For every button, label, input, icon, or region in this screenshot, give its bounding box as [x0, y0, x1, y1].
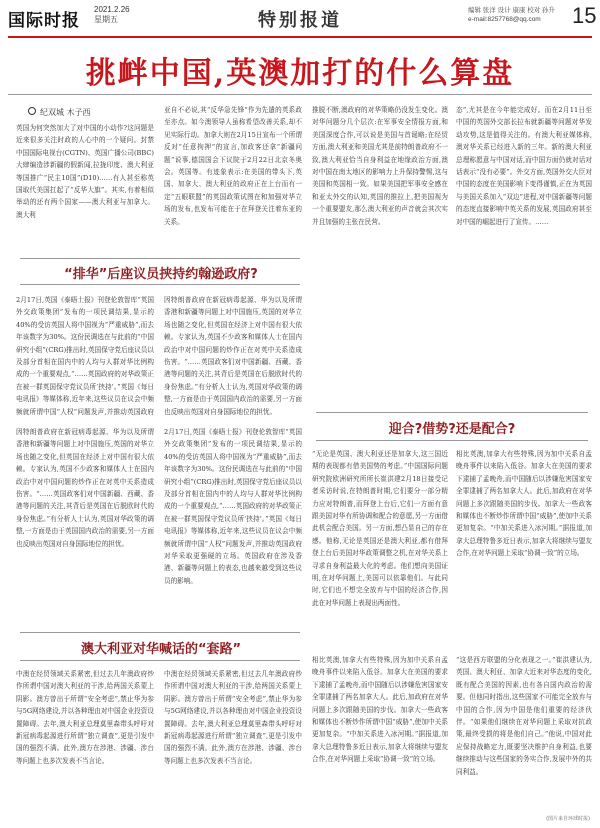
column-3-bottom: 相比英澳,加拿大有些特殊,因为加中关系自孟晚舟事件以来陷入低谷。加拿大在美国的要求下逮捕了孟晚舟,而中国随后以涉嫌危害国家安全罪逮捕了两名加拿大人。此后,加政府在对华问题上多次跟随美国的步伐。加拿大一些政客和媒体也不断炒作所谓中国“威胁”,使加中关系更加复杂。“中加关系进入冰河期。”据报道,加拿大总理特鲁多近日表示,加拿大将继续与盟友合作,在对华问题上采取“协调一致”的立场。	[312, 656, 448, 764]
column-2-top: 亚自不必说,其“反华急先锋”作为先遣的英系政至亦点。如今澳领导人虽称希望改善关系,却不见实际行动。加拿大则在2月15日宣布一个所谓反对“任意拘押”的宣言,加政客还拿“新疆问题”说事,德国国会下议院于2月22日北京冬奥会。英国等。有迹象表示:在美国的带头下,英国、加拿大、澳大利亚的政府正在上台而有一定“五眼联盟”的英国政策试图在和加强对华立场的发布,也发布可能在于在拜登关注着东亚的关系。	[164, 106, 302, 226]
subhead-1-rule-bottom	[20, 284, 300, 285]
column-4-top: 态”,尤其是在今年能完成好。而在2月11日至中国的英国外交部长拉布就新疆等问题对华发动攻势,这是值得关注的。有澳大利亚媒体称,澳对华关系已经进入新的三年。新的澳大利亚总理称愿意与中国对话,而中国方面仍就对话对话表示“没有必要”。外交方面,英国外交大臣对中国的态度在美国影响下变得谨慎,正在为英国与美国关系加入“双边”进程,对中国新疆等问题的态度直接影响中英关系的发展,英国政府甚至对中国的崛起进行了宣传。……	[456, 106, 592, 226]
column-3-mid: “无论是英国、澳大利亚还是加拿大,这三国近期的表现都有借美国势的考虑。”中国国际问题研究院欧洲研究所所长崔洪建2月18日接受记者采访时说,在特朗普时期,它们要分一部分精力应对特朗普,而拜登上台后,它们一方面有意跟美国对华有所协调和配合的意愿,另一方面借此机会配合美国。另一方面,想凸显自己的存在感。他称,无论是英国还是澳大利亚,都有借拜登上台后美国对华政策调整之机,在对华关系上寻求自身利益最大化的考虑。他们想向美国证明,在对华问题上,美国可以依靠他们。与此同时,它们也不想完全放弃与中国的经济合作,因此在对华问题上表现出两面性。	[312, 450, 448, 607]
subheading-1: “排华”后座议员挟持约翰逊政府?	[64, 267, 258, 282]
editor-email: e-mail:8257768@qq.com	[468, 16, 541, 23]
column-1-bottom: 中澳在经贸领域关系紧密,但过去几年澳政府炒作所谓中国对澳大利亚的干涉,给两国关系蒙上阴影。澳方曾出于所谓“安全考虑”,禁止华为参与5G网络建设,并以各种理由对中国企业投资设置障碍。去年,澳大利亚总理莫里森带头呼吁对新冠病毒起源进行所谓“独立调查”,更是引发中国的强烈不满。此外,澳方在涉港、涉疆、涉台等问题上也多次发表不当言论。	[16, 670, 154, 765]
column-4-bottom: “这是西方联盟的分化表现之一。”崔洪建认为,英国、澳大利亚、加拿大近来对华态度的变化,既有配合美国的因素,也有各自国内政治的需要。但他同时指出,这些国家不可能完全放弃与中国的合作,因为中国是他们重要的经济伙伴。“如果他们继续在对华问题上采取对抗政策,最终受损的将是他们自己。”他说,中国对此应保持战略定力,既要坚决维护自身利益,也要继续推动与这些国家的务实合作,发展中外的共同利益。	[456, 656, 592, 776]
column-2-lower: 2月17日,英国《泰晤士报》刊登伦敦智库“英国外交政策集团”发布的一项民调结果,显示的40%的受访英国人将中国视为“严重威胁”,而去年该数字为30%。这份民调选在与此前的“中国研究小组”(CRG)推出时,英国保守党后座议员以及部分首相在国内中的人均与人群对华比例构成的一个重要观点,“……英国政府的对华政策正在被一群英国保守党议员所‘挟持’。”英国《每日电讯报》等媒体称,近年来,这些议员在议会中频频就所谓中国“人权”问题发声,并推动英国政府对华采取更强硬的立场。英国政府在涉及香港、新疆等问题上的表态,也越来越受到这些议员的影响。	[164, 428, 302, 585]
column-2-bottom: 中澳在经贸领域关系紧密,但过去几年澳政府炒作所谓中国对澳大利亚的干涉,给两国关系蒙上阴影。澳方曾出于所谓“安全考虑”,禁止华为参与5G网络建设,并以各种理由对中国企业投资设置障碍。去年,澳大利亚总理莫里森带头呼吁对新冠病毒起源进行所谓“独立调查”,更是引发中国的强烈不满。此外,澳方在涉港、涉疆、涉台等问题上也多次发表不当言论。	[164, 670, 302, 765]
subheading-2: 澳大利亚对华喊话的“套路”	[80, 642, 242, 657]
column-4-mid: 相比英澳,加拿大有些特殊,因为加中关系自孟晚舟事件以来陷入低谷。加拿大在美国的要求下逮捕了孟晚舟,而中国随后以涉嫌危害国家安全罪逮捕了两名加拿大人。此后,加政府在对华问题上多次跟随美国的步伐。加拿大一些政客和媒体也不断炒作所谓中国“威胁”,使加中关系更加复杂。“中加关系进入冰河期。”据报道,加拿大总理特鲁多近日表示,加拿大将继续与盟友合作,在对华问题上采取“协调一致”的立场。	[456, 450, 592, 558]
editor-names: 编辑 张洋 设计 康康 校对 孙升	[468, 7, 556, 14]
column-2-mid: 因特朗普政府在新冠病毒起源、华为以及所谓香港和新疆等问题上对中国施压,英国的对华立场也随之变化,但英国在经济上对中国有很大依赖。专家认为,英国不少政客和媒体人士在国内政治中对中国问题的炒作正在对英中关系造成伤害。“……英国政客们对中国新疆、西藏、香港等问题的关注,其背后是英国在后脱欧时代的身份焦虑。”有分析人士认为,英国对华政策的调整,一方面是由于英国国内政治的需要,另一方面也反映出英国对自身国际地位的担忧。	[164, 296, 302, 416]
newspaper-logo: 国际时报	[8, 11, 80, 31]
editor-credits	[468, 6, 555, 24]
byline	[40, 107, 91, 118]
subhead-3-rule-top	[316, 412, 588, 413]
subhead-1-rule-top	[20, 258, 300, 259]
column-1-mid: 2月17日,英国《泰晤士报》刊登伦敦智库“英国外交政策集团”发布的一项民调结果,显示的40%的受访英国人将中国视为“严重威胁”,而去年该数字为30%。这份民调选在与此前的“中国研究小组”(CRG)推出时,英国保守党后座议员以及部分首相在国内中的人均与人群对华比例构成的一个重要观点,“……英国政府的对华政策正在被一群英国保守党议员所‘挟持’。”英国《每日电讯报》等媒体称,近年来,这些议员在议会中频频就所谓中国“人权”问题发声,并推动英国政府	[16, 296, 154, 416]
page-number: 15	[572, 3, 597, 28]
section-title: 特别报道	[258, 10, 342, 31]
column-3-top: 推脱不断,澳政府的对华策略仍没发生变化。澳对华问题分几个层次:在军事安全情报方面,和美国深度合作,可以说是美国与首诞略;在经贸方面,澳大利亚和美国尤其是前特朗普政府不一致,澳大利亚恰当自身利益在地缘政治方面,澳对中国在南太地区的影响力上升保持警惕,这与美国和英国相一致。如果美国把军事安全感在和亚太外交的认知,英国的推拉上,把美国视为一个重要盟友,那么澳大利亚的声音就会其次实并且加强的主张在民营。	[312, 106, 448, 226]
column-1-top: 英国为何突然加大了对中国的小动作?这问题是近来很多关注时政的人心中的一个疑问。封禁中国国际电视台(CGTN)、英国广播公司(BBC)大肆编造涉新疆的假新闻,拉拢印度、澳大利亚等国推广“民主10国”(D10)……有人甚至称英国取代美国扛起了“反华大旗”。其实,有着相似举动的还有两个国家——澳大利亚与加拿大。澳大利	[16, 124, 154, 219]
byline-authors: 纪双城 木子西	[40, 108, 91, 117]
column-1-lower: 因特朗普政府在新冠病毒起源、华为以及所谓香港和新疆等问题上对中国施压,英国的对华立场也随之变化,但英国在经济上对中国有很大依赖。专家认为,英国不少政客和媒体人士在国内政治中对中国问题的炒作正在对英中关系造成伤害。“……英国政客们对中国新疆、西藏、香港等问题的关注,其背后是英国在后脱欧时代的身份焦虑。”有分析人士认为,英国对华政策的调整,一方面是由于英国国内政治的需要,另一方面也反映出英国对自身国际地位的担忧。	[16, 428, 154, 548]
subheading-3: 迎合?借势?还是配合?	[388, 422, 516, 437]
masthead	[0, 0, 600, 38]
issue-info	[94, 5, 130, 25]
headline-divider	[8, 94, 592, 95]
masthead-divider	[8, 36, 592, 38]
photo-credit: (图片来自环球时报)	[546, 816, 590, 822]
subhead-2-rule-bottom	[20, 660, 300, 661]
issue-weekday: 星期五	[94, 15, 118, 24]
subhead-3-rule-bottom	[316, 440, 588, 441]
subhead-2-rule-top	[20, 632, 300, 633]
issue-date: 2021.2.26	[94, 5, 130, 14]
byline-bullet-icon	[28, 107, 36, 115]
article-headline: 挑衅中国,英澳加打的什么算盘	[85, 56, 515, 91]
